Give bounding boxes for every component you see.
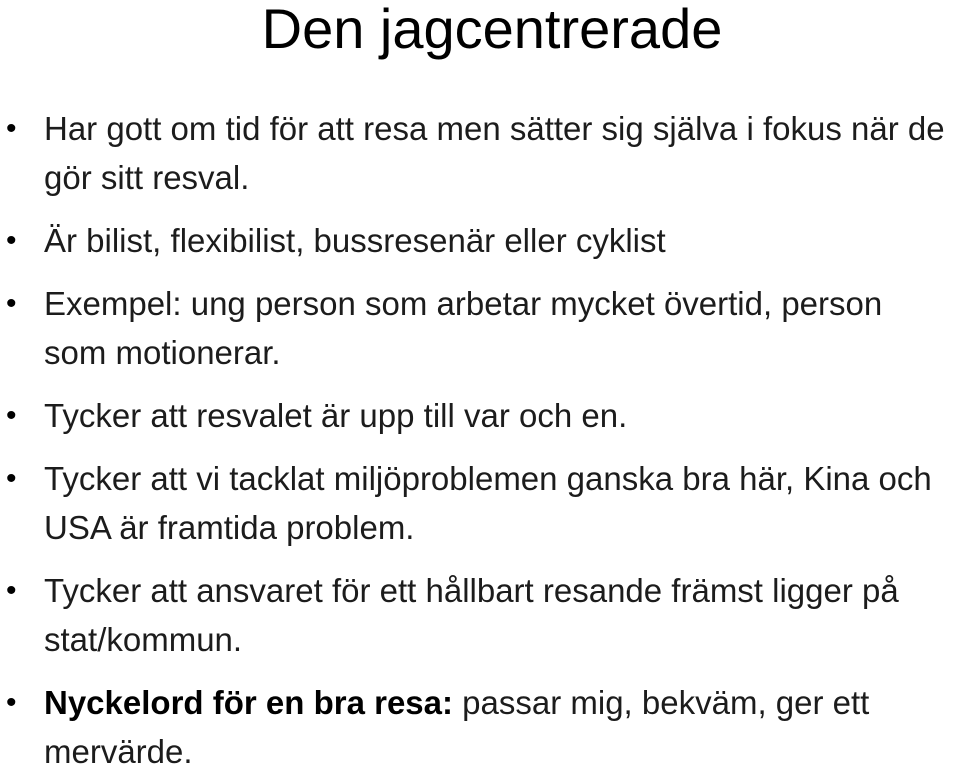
- bullet-item: [0, 391, 960, 440]
- bullet-text: Tycker att vi tacklat miljöproblemen ganska bra här, Kina och USA är framtida problem.: [44, 460, 932, 546]
- bullet-keyword: Nyckelord för en bra resa:: [44, 684, 453, 721]
- slide-title: Den jagcentrerade: [261, 0, 723, 60]
- bullet-dot-icon: •: [6, 574, 17, 607]
- bullet-dot-icon: •: [6, 686, 17, 719]
- bullet-dot-icon: •: [6, 462, 17, 495]
- bullet-dot-icon: •: [6, 224, 17, 257]
- bullet-item: [0, 454, 960, 552]
- bullet-text: Tycker att resvalet är upp till var och en.: [44, 397, 628, 434]
- bullet-text: Exempel: ung person som arbetar mycket övertid, person som motionerar.: [44, 285, 883, 371]
- bullet-item: [0, 216, 960, 265]
- bullet-item: [0, 104, 960, 202]
- bullet-text: Tycker att ansvaret för ett hållbart resande främst ligger på stat/kommun.: [44, 572, 899, 658]
- bullet-item: [0, 566, 960, 664]
- bullet-item: [0, 279, 960, 377]
- bullet-item: [0, 678, 960, 776]
- bullet-list: [0, 104, 960, 784]
- bullet-dot-icon: •: [6, 399, 17, 432]
- bullet-text: Har gott om tid för att resa men sätter sig själva i fokus när de gör sitt resval.: [44, 110, 945, 196]
- bullet-dot-icon: •: [6, 112, 17, 145]
- bullet-dot-icon: •: [6, 287, 17, 320]
- bullet-text: passar mig, bekväm, ger ett mervärde.: [44, 684, 870, 770]
- bullet-text: Är bilist, flexibilist, bussresenär eller cyklist: [44, 222, 666, 259]
